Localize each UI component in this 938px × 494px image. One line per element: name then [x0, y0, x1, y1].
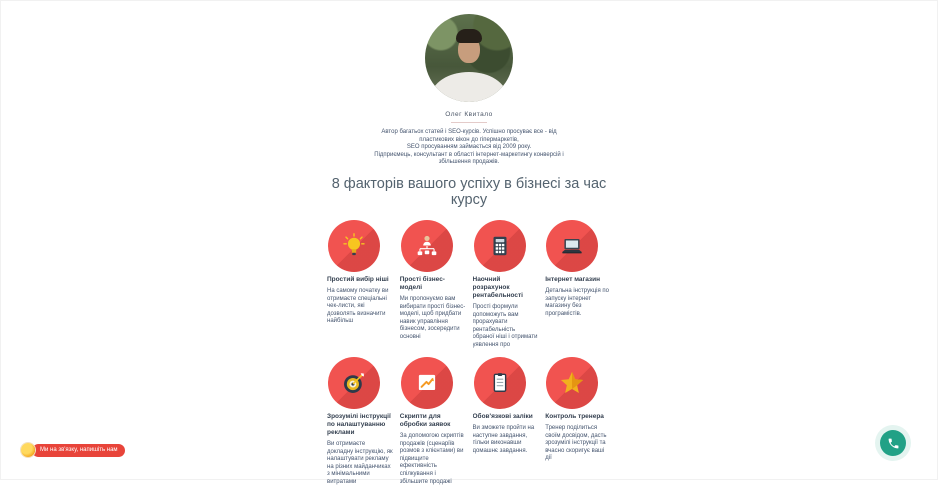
feature-text: На самому початку ви отримаєте спеціальні чек-листи, які дозволять визначити найбільш — [327, 287, 389, 325]
photo-shirt — [431, 72, 507, 102]
bio-line: Підприємець, консультант в області інтернет-маркетингу конверсій і — [374, 151, 564, 158]
feature-icon-circle — [474, 357, 526, 409]
bio-line: Автор багатьох статей і SEO-курсів. Успішно просуває все - від — [381, 129, 557, 135]
feature-card — [545, 220, 611, 357]
target-icon — [341, 370, 367, 396]
trainer-bio — [319, 129, 619, 167]
feature-card — [400, 357, 466, 494]
photo-hair — [456, 29, 482, 43]
feature-card — [473, 220, 539, 357]
feature-title: Прості бізнес-моделі — [399, 275, 445, 291]
feature-icon-circle — [328, 220, 380, 272]
feature-text: Ми пропонуємо вам вибирати прості бізнес-моделі, щоб придбати навик управління бізнесом, зосередити основні — [399, 295, 466, 340]
trainer-photo — [425, 14, 513, 102]
feature-card — [473, 357, 539, 494]
feature-card — [327, 220, 393, 357]
features-grid — [327, 220, 611, 494]
phone-icon — [887, 437, 900, 450]
clipboard-icon — [487, 370, 513, 396]
chat-widget-icon[interactable] — [21, 443, 35, 457]
feature-card — [327, 357, 393, 494]
feature-text: Прості формули допоможуть вам прорахувати рентабельність обраної ніші і отримати уявлення про — [472, 303, 538, 348]
call-button[interactable] — [880, 430, 906, 456]
star-icon — [558, 369, 586, 397]
feature-card — [400, 220, 466, 357]
lightbulb-icon — [341, 233, 367, 259]
feature-icon-circle — [546, 357, 598, 409]
feature-title: Обов'язкові заліки — [472, 412, 533, 420]
feature-text: Детальна інструкція по запуску інтернет магазину без програмістів. — [545, 287, 609, 317]
feature-text: Ви отримаєте докладну інструкцію, як налаштувати рекламу на різних майданчиках з мінімальними витратами — [327, 440, 393, 485]
feature-icon-circle — [328, 357, 380, 409]
page-content — [319, 0, 619, 494]
feature-text: Ви зможете пройти на наступне завдання, тільки виконавши домашнє завдання. — [472, 424, 535, 454]
bio-line: SEO просуванням займається від 2009 року. — [406, 144, 532, 151]
chat-widget-label[interactable]: Ми на зв'язку, напишіть нам — [32, 444, 125, 457]
org-chart-icon — [414, 233, 440, 259]
feature-icon-circle — [401, 357, 453, 409]
feature-title: Зрозумілі інструкції по налаштуванню реклами — [327, 412, 391, 436]
section-heading: 8 факторів вашого успіху в бізнесі за час курсу — [331, 175, 607, 208]
feature-text: За допомогою скриптів продажів (сценаріїв розмов з клієнтами) ви підвищите ефективність спілкування і збільшите продажі — [399, 432, 464, 485]
bio-line: пластикових вікон до гіпермаркетів, — [419, 136, 519, 143]
feature-title: Контроль тренера — [545, 412, 604, 420]
feature-title: Наочний розрахунок рентабельності — [472, 275, 523, 299]
chat-widget[interactable] — [21, 443, 125, 457]
feature-icon-circle — [546, 220, 598, 272]
laptop-icon — [559, 233, 585, 259]
feature-text: Тренер поділиться своїм досвідом, дасть зрозумілі інструкції та вчасно скоригує ваші дії — [545, 424, 607, 462]
bio-line: збільшення продажів. — [438, 159, 500, 166]
feature-card — [545, 357, 611, 494]
feature-title: Інтернет магазин — [545, 275, 601, 283]
feature-icon-circle — [401, 220, 453, 272]
calculator-icon — [487, 233, 513, 259]
feature-icon-circle — [474, 220, 526, 272]
feature-title: Простий вибір ніші — [327, 275, 389, 283]
feature-title: Скрипти для обробки заявок — [399, 412, 451, 428]
trainer-name: Олег Квитало — [445, 111, 493, 118]
name-divider — [451, 122, 487, 123]
sales-chart-icon — [414, 370, 440, 396]
